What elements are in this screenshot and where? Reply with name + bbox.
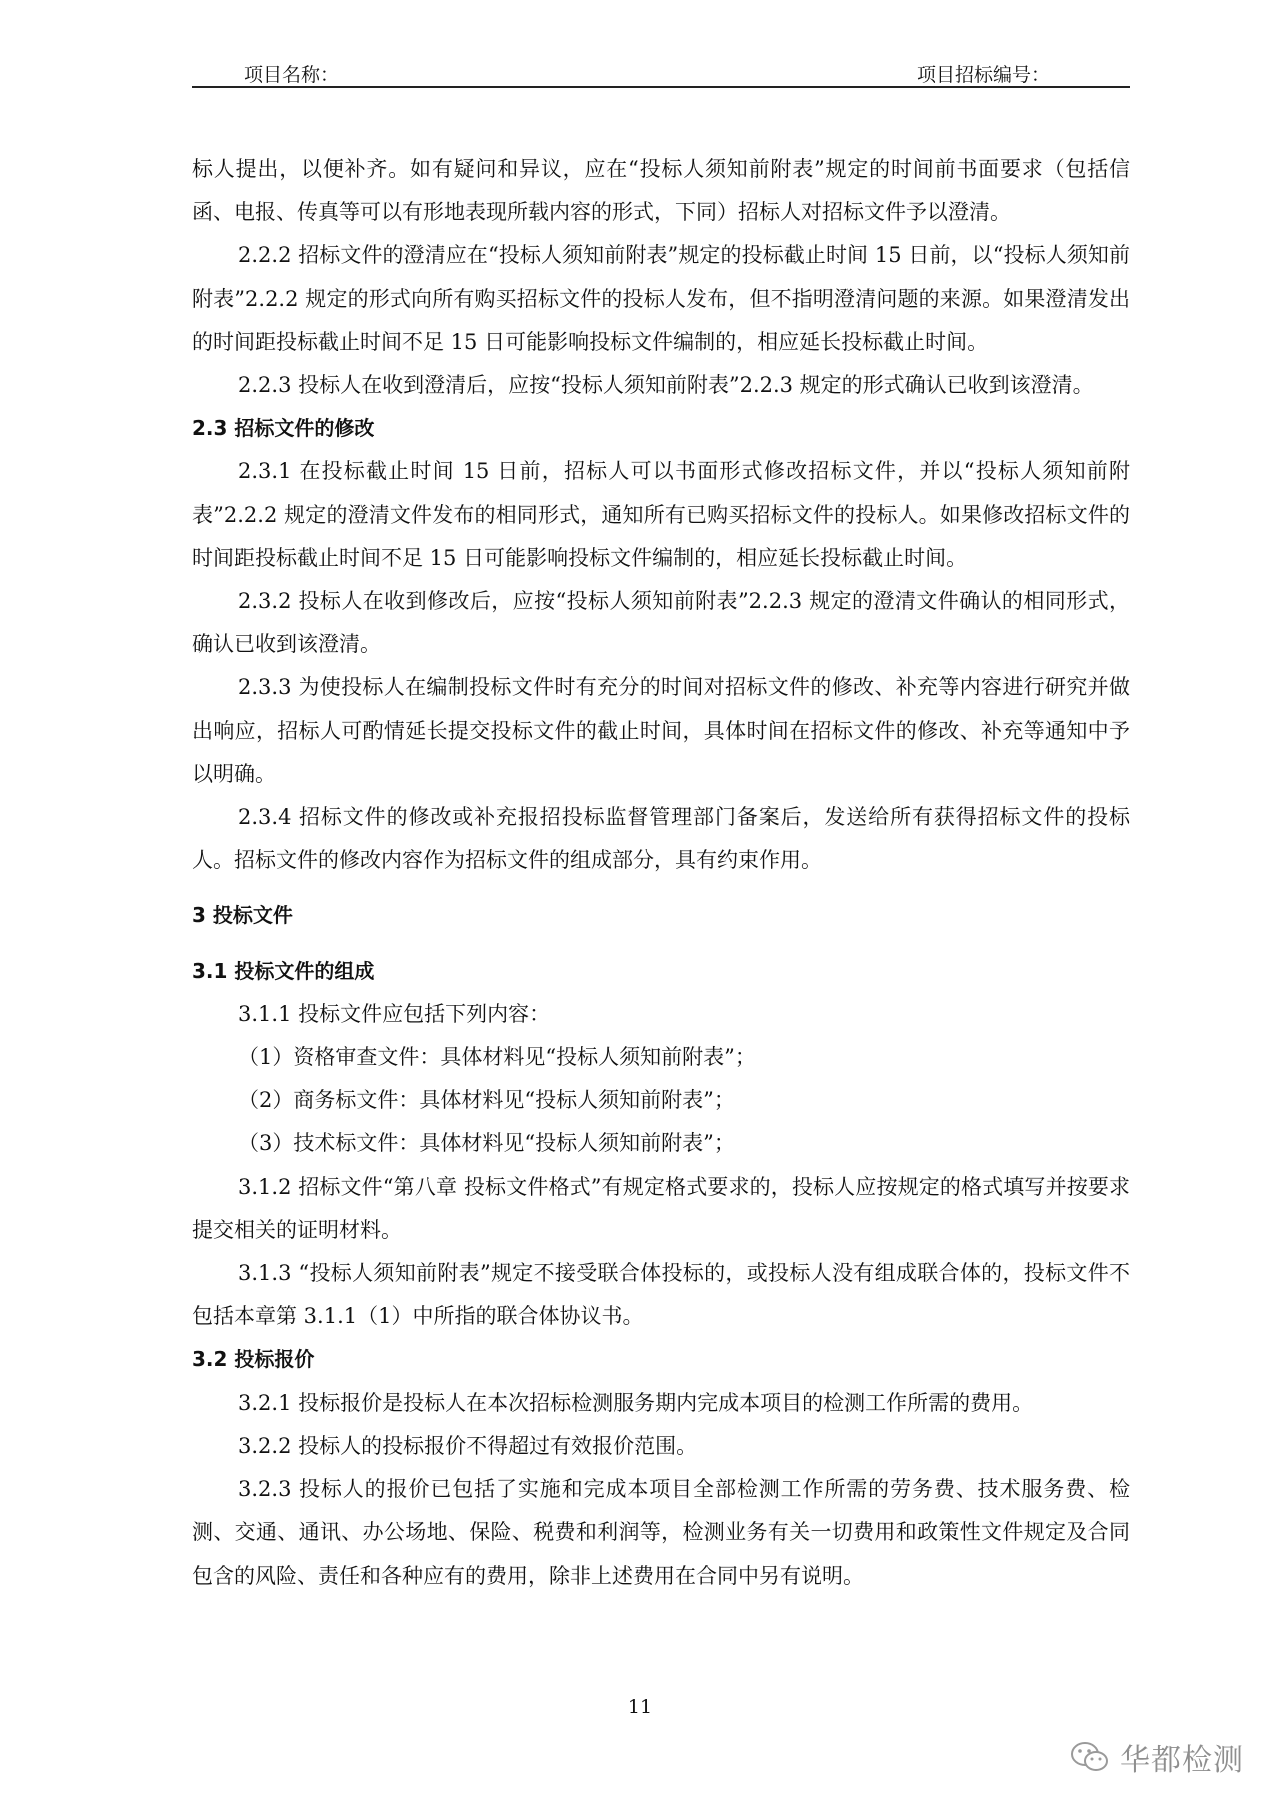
- paragraph: 2.2.2 招标文件的澄清应在“投标人须知前附表”规定的投标截止时间 15 日前，以“投标人须知前附表”2.2.2 规定的形式向所有购买招标文件的投标人发布，但不指明澄清问题的来源。如果澄清发出的时间距投标截止时间不足 15 日可能影响投标文件编制的，相应延长投标截止时间。: [192, 243, 1130, 354]
- section-heading: 3.1 投标文件的组成: [192, 958, 375, 983]
- paragraph: 2.3.1 在投标截止时间 15 日前，招标人可以书面形式修改招标文件，并以“投标人须知前附表”2.2.2 规定的澄清文件发布的相同形式，通知所有已购买招标文件的投标人。如果修改招标文件的时间距投标截止时间不足 15 日可能影响投标文件编制的，相应延长投标截止时间。: [192, 459, 1130, 570]
- page-number: 11: [627, 1696, 653, 1718]
- paragraph: 3.1.1 投标文件应包括下列内容：: [238, 1001, 551, 1026]
- page-header: [192, 56, 1130, 88]
- section-heading: 3.2 投标报价: [192, 1347, 315, 1372]
- list-item: （3）技术标文件：具体材料见“投标人须知前附表”；: [238, 1131, 735, 1156]
- paragraph: 3.2.2 投标人的投标报价不得超过有效报价范围。: [238, 1433, 698, 1458]
- project-name-label: 项目名称：: [244, 64, 340, 86]
- paragraph: 2.3.3 为使投标人在编制投标文件时有充分的时间对招标文件的修改、补充等内容进行研究并做出响应，招标人可酌情延长提交投标文件的截止时间，具体时间在招标文件的修改、补充等通知中予以明确。: [192, 675, 1130, 786]
- list-item: （2）商务标文件：具体材料见“投标人须知前附表”；: [238, 1088, 735, 1113]
- paragraph: 标人提出，以便补齐。如有疑问和异议，应在“投标人须知前附表”规定的时间前书面要求（包括信函、电报、传真等可以有形地表现所载内容的形式，下同）招标人对招标文件予以澄清。: [192, 157, 1130, 225]
- paragraph: 3.1.3 “投标人须知前附表”规定不接受联合体投标的，或投标人没有组成联合体的，投标文件不包括本章第 3.1.1（1）中所指的联合体协议书。: [192, 1261, 1130, 1329]
- document-body: [192, 148, 1130, 1598]
- paragraph: 2.3.2 投标人在收到修改后，应按“投标人须知前附表”2.2.3 规定的澄清文件确认的相同形式，确认已收到该澄清。: [192, 589, 1130, 657]
- paragraph: 2.3.4 招标文件的修改或补充报招投标监督管理部门备案后，发送给所有获得招标文件的投标人。招标文件的修改内容作为招标文件的组成部分，具有约束作用。: [192, 805, 1130, 873]
- watermark: [1070, 1736, 1244, 1778]
- watermark-text: 华都检测: [1120, 1743, 1244, 1778]
- paragraph: 3.2.1 投标报价是投标人在本次招标检测服务期内完成本项目的检测工作所需的费用。: [238, 1390, 1034, 1415]
- paragraph: 2.2.3 投标人在收到澄清后，应按“投标人须知前附表”2.2.3 规定的形式确认已收到该澄清。: [238, 373, 1094, 398]
- section-heading: 2.3 招标文件的修改: [192, 416, 375, 441]
- chapter-heading: 3 投标文件: [192, 903, 293, 928]
- list-item: （1）资格审查文件：具体材料见“投标人须知前附表”；: [238, 1045, 756, 1070]
- wechat-icon: [1070, 1740, 1110, 1774]
- project-tender-number-label: 项目招标编号：: [916, 64, 1050, 86]
- paragraph: 3.2.3 投标人的报价已包括了实施和完成本项目全部检测工作所需的劳务费、技术服务费、检测、交通、通讯、办公场地、保险、税费和利润等，检测业务有关一切费用和政策性文件规定及合同包含的风险、责任和各种应有的费用，除非上述费用在合同中另有说明。: [192, 1477, 1130, 1588]
- paragraph: 3.1.2 招标文件“第八章 投标文件格式”有规定格式要求的，投标人应按规定的格式填写并按要求提交相关的证明材料。: [192, 1174, 1130, 1242]
